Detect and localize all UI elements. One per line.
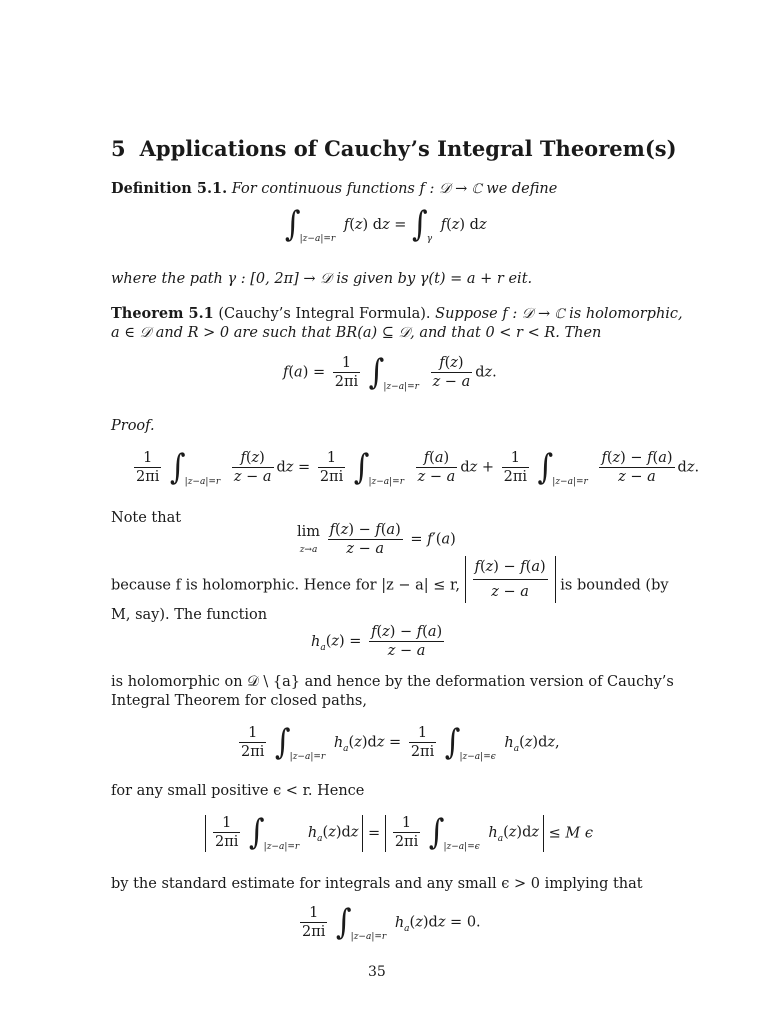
definition-equation: $\int_{|z-a|=r}$ f(z) dz = $\int_\gamma$ f(z) dz xyxy=(285,204,487,245)
conclusion-equation: $\frac{1}{2\pi i}$ $\int_{|z-a|=r}$ $h_a(z)dz = 0$. xyxy=(302,901,481,943)
theorem-label: Theorem 5.1 xyxy=(111,305,214,322)
because-text-1: because f is holomorphic. Hence for |z − a| ≤ r, xyxy=(111,577,460,594)
because-text-3: M, say). The function xyxy=(111,607,268,623)
definition-label: Definition 5.1. xyxy=(111,180,228,197)
definition-line xyxy=(111,178,557,200)
definition-intro: For continuous functions f : 𝒟 → ℂ we define xyxy=(231,181,558,197)
section-heading xyxy=(111,136,677,161)
standard-estimate-text: by the standard estimate for integrals and any small ϵ > 0 implying that xyxy=(111,876,643,892)
holomorphic-text-1: is holomorphic on 𝒟 \ {a} and hence by the deformation version of Cauchy’s xyxy=(111,674,674,690)
proof-equation-split: $\frac{1}{2\pi i}$ $\int_{|z-a|=r}$ $\frac{f(z)}{z - a}$ dz = $\frac{1}{2\pi i}$ $\int_{|z-a|=r}$ $\frac{f(a)}{z - a}$ dz + $\frac{1}{2\pi i}$ $\int_{|z-a|=r}$ $\frac{f(z) - f(a)}{z - a}$ dz. xyxy=(136,446,700,488)
because-line xyxy=(111,559,669,603)
small-positive-text: for any small positive ϵ < r. Hence xyxy=(111,783,365,799)
holomorphic-text-2: Integral Theorem for closed paths, xyxy=(111,693,367,709)
proof-note-that: Note that xyxy=(111,510,182,526)
definition-where: where the path γ : [0, 2π] → 𝒟 is given by γ(t) = a + r eit. xyxy=(111,271,533,287)
estimate-equation: $\frac{1}{2\pi i}$ $\int_{|z-a|=r}$ $h_a(z)dz$ = $\frac{1}{2\pi i}$ $\int_{|z-a|=\epsilon}$ $h_a(z)dz \le M$ ϵ xyxy=(205,815,593,852)
limit-equation: lim z→a $\frac{f(z) - f(a)}{z - a}$ = f′(a) xyxy=(297,522,456,557)
ha-definition-equation: $h_a(z)$ = $\frac{f(z) - f(a)}{z - a}$ xyxy=(311,624,443,659)
difference-quotient-abs: $\frac{f(z) - f(a)}{z - a}$ xyxy=(465,556,556,603)
cauchy-formula-equation: f(a) = $\frac{1}{2\pi i}$ $\int_{|z-a|=r}$ $\frac{f(z)}{z - a}$ dz. xyxy=(283,351,497,393)
deformation-equation: $\frac{1}{2\pi i}$ $\int_{|z-a|=r}$ $h_a(z)dz$ = $\frac{1}{2\pi i}$ $\int_{|z-a|=\epsilon}$ $h_a(z)dz$, xyxy=(241,721,560,763)
theorem-text-2: a ∈ 𝒟 and R > 0 are such that BR(a) ⊆ 𝒟, and that 0 < r < R. Then xyxy=(111,325,602,341)
page-number: 35 xyxy=(368,964,386,980)
theorem-text-1: Suppose f : 𝒟 → ℂ is holomorphic, xyxy=(435,306,683,322)
theorem-name: (Cauchy’s Integral Formula). xyxy=(218,306,431,322)
section-number: 5 xyxy=(111,136,126,161)
section-title: Applications of Cauchy’s Integral Theorem(s) xyxy=(139,136,677,161)
because-text-2: is bounded (by xyxy=(560,577,669,594)
proof-label: Proof. xyxy=(111,418,155,434)
